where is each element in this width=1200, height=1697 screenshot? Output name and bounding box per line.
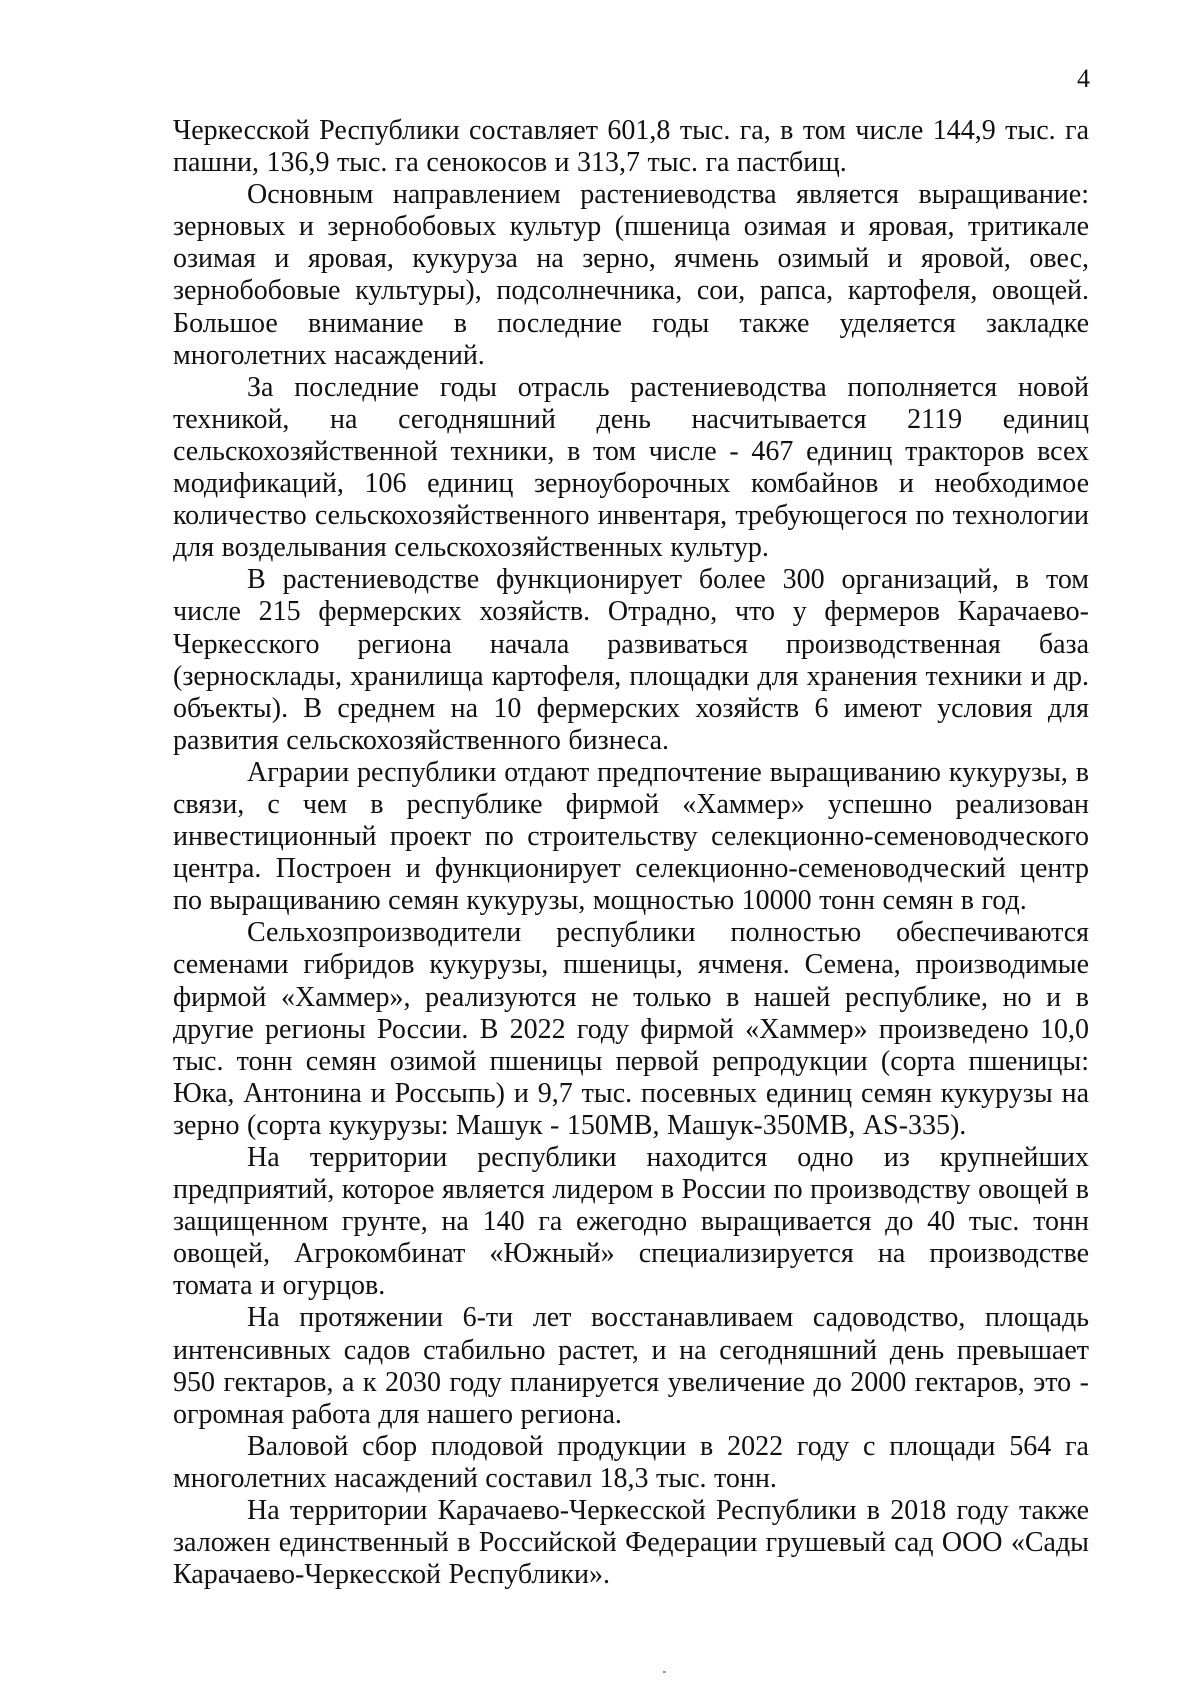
paragraph-seed-supply: Сельхозпроизводители республики полностью обеспечиваются семенами гибридов кукурузы, пшеницы, ячменя. Семена, производимые фирмой «Хаммер», реализуются не только в нашей республике, но и в другие регионы России. В 2022 году фирмой «Хаммер» произведено 10,0 тыс. тонн семян озимой пшеницы первой репродукции (сорта пшеницы: Юка, Антонина и Россыпь) и 9,7 тыс. посевных единиц семян кукурузы на зерно (сорта кукурузы: Машук - 150МВ, Машук-350МВ, AS-335). <box>173 917 1089 1141</box>
paragraph-machinery: За последние годы отрасль растениеводства пополняется новой техникой, на сегодняшний день насчитывается 2119 единиц сельскохозяйственной техники, в том числе - 467 единиц тракторов всех модификаций, 106 единиц зерноуборочных комбайнов и необходимое количество сельскохозяйственного инвентаря, требующегося по технологии для возделывания сельскохозяйственных культур. <box>173 371 1089 564</box>
scan-speck <box>663 1671 666 1673</box>
paragraph-fruit-harvest: Валовой сбор плодовой продукции в 2022 году с площади 564 га многолетних насаждений составил 18,3 тыс. тонн. <box>173 1430 1089 1494</box>
paragraph-continuation: Черкесской Республики составляет 601,8 тыс. га, в том числе 144,9 тыс. га пашни, 136,9 тыс. га сенокосов и 313,7 тыс. га пастбищ. <box>173 115 1089 179</box>
paragraph-pear-orchard: На территории Карачаево-Черкесской Республики в 2018 году также заложен единственный в Российской Федерации грушевый сад ООО «Сады Карачаево-Черкесской Республики». <box>173 1495 1089 1591</box>
paragraph-horticulture: На протяжении 6-ти лет восстанавливаем садоводство, площадь интенсивных садов стабильно растет, и на сегодняшний день превышает 950 гектаров, а к 2030 году планируется увеличение до 2000 гектаров, это - огромная работа для нашего региона. <box>173 1302 1089 1430</box>
paragraph-corn-seed-center: Аграрии республики отдают предпочтение выращиванию кукурузы, в связи, с чем в республике фирмой «Хаммер» успешно реализован инвестиционный проект по строительству селекционно-семеноводческого центра. Построен и функционирует селекционно-семеноводческий центр по выращиванию семян кукурузы, мощностью 10000 тонн семян в год. <box>173 756 1089 917</box>
document-body <box>173 115 1089 1591</box>
page-number: 4 <box>1077 64 1090 93</box>
paragraph-greenhouse: На территории республики находится одно из крупнейших предприятий, которое является лидером в России по производству овощей в защищенном грунте, на 140 га ежегодно выращивается до 40 тыс. тонн овощей, Агрокомбинат «Южный» специализируется на производстве томата и огурцов. <box>173 1142 1089 1302</box>
paragraph-crop-production: Основным направлением растениеводства является выращивание: зерновых и зернобобовых культур (пшеница озимая и яровая, тритикале озимая и яровая, кукуруза на зерно, ячмень озимый и яровой, овес, зернобобовые культуры), подсолнечника, сои, рапса, картофеля, овощей. Большое внимание в последние годы также уделяется закладке многолетних насаждений. <box>173 179 1089 371</box>
paragraph-organizations: В растениеводстве функционирует более 300 организаций, в том числе 215 фермерских хозяйств. Отрадно, что у фермеров Карачаево-Черкесского региона начала развиваться производственная база (зерносклады, хранилища картофеля, площадки для хранения техники и др. объекты). В среднем на 10 фермерских хозяйств 6 имеют условия для развития сельскохозяйственного бизнеса. <box>173 564 1089 756</box>
